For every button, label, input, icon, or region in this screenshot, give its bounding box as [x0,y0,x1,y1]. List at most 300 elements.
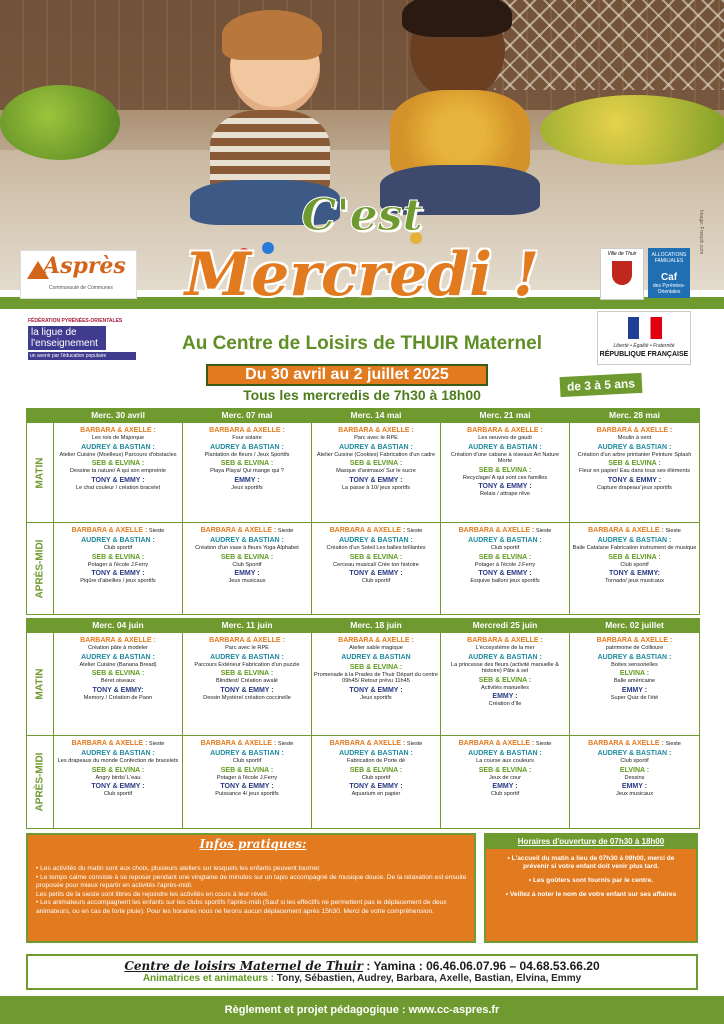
animator-names [314,750,438,758]
horaires-title: Horaires d'ouverture de 07h30 à 18h00 [486,835,696,849]
animator-names-text: AUDREY & BASTIAN : [81,443,155,451]
animator-names [56,750,180,758]
animator-names-text: BARBARA & AXELLE : [71,527,148,534]
activity-text: Parcours Extérieur Fabrication d'un puzzle [194,661,300,668]
day-header: Merc. 18 juin [312,619,441,633]
animator-names-text: SEB & ELVINA : [478,466,532,474]
activity-text: Club sportif [361,774,391,781]
animator-names-text: AUDREY & BASTIAN : [597,537,672,544]
activity-text: Masque d'animaux/ Sur le sucre [336,468,416,475]
activity-text: Potager à l'école J.Ferry [474,561,536,568]
activity-text: Création d'île [488,701,522,708]
animator-names [572,477,697,485]
ligue-slogan: un avenir par l'éducation populaire [28,352,136,360]
activity-text: Parc avec le RPE [225,645,269,651]
day-header: Merc. 14 mai [312,409,441,423]
activity-text: Sieste [406,528,423,534]
day-header: Merc. 30 avril [54,409,183,423]
activity-text: Sieste [277,741,294,747]
animator-names [56,740,180,748]
animator-names [314,767,438,775]
activity-text: Balle américaine [613,678,656,685]
day-header: Merc. 11 juin [183,619,312,633]
animator-names [185,767,309,775]
day-header: Merc. 02 juillet [570,619,700,633]
animator-names [572,570,697,578]
schedule-cell [183,523,312,615]
day-header: Merc. 21 mai [441,409,570,423]
activity-text: Club sportif [490,791,520,798]
animator-names-text: BARBARA & AXELLE : [338,427,414,434]
animator-names-text: AUDREY & BASTIAN : [468,653,542,661]
animator-names [185,570,309,578]
animator-names [185,427,309,435]
activity-text: Club sportif [232,758,262,764]
activity-text: Plantation de fleurs / Jeux Sportifs [204,451,290,458]
activity-text: Les drapeaux du monde Confection de bracelets [57,758,179,764]
animator-names [314,554,438,562]
animator-names-text: BARBARA & AXELLE : [596,427,673,434]
animator-names [56,687,180,695]
schedule-cell [54,423,183,523]
animator-names-text: BARBARA & AXELLE : [209,637,285,644]
schedule-cell [312,523,441,615]
animator-names-text: BARBARA & AXELLE : [200,527,277,534]
animator-names [185,750,309,758]
animator-names-text: SEB & ELVINA : [478,553,532,561]
animator-names [56,654,180,662]
activity-text: Potager à l'école J.Ferry [216,774,278,781]
activity-text: Cerceau musical/ Crée ton histoire [333,561,419,568]
animator-names [56,537,180,545]
activity-text: Sieste [535,528,552,534]
activity-text: Sieste [665,528,681,534]
schedule-cell [570,633,700,736]
animator-names-text: EMMY : [492,783,518,791]
caf-label: ALLOCATIONS FAMILIALES [651,252,687,264]
animator-names-text: AUDREY & BASTIAN : [339,750,413,757]
activity-text: Four solaire [232,435,262,441]
animator-names [314,444,438,452]
animator-names-text: TONY & EMMY : [91,570,145,578]
animator-names-text: SEB & ELVINA : [349,663,403,671]
animator-names [572,444,697,452]
animator-names-text: BARBARA & AXELLE : [71,740,148,747]
animator-names-text: EMMY : [234,570,260,578]
rf-motto: Liberté • Égalité • Fraternité [613,343,675,349]
activity-text: Super Quiz de l'été [610,694,659,701]
activity-text: Capture drapeau/ jeux sportifs [597,484,672,491]
animator-names [185,687,309,695]
aspres-logo [20,250,137,299]
activity-text: Activités manuelles [481,684,529,691]
activity-text: Création d'un Soleil Les balles brillantes [326,545,426,551]
activity-text: Béret oiseaux [100,678,136,685]
activity-text: Parc avec le RPE [354,435,398,441]
activity-text: Sieste [535,741,552,747]
animator-names [185,637,309,645]
animator-names-text: AUDREY & BASTIAN : [210,537,284,544]
period-label: MATIN [34,668,46,700]
caf-name: Caf [660,272,678,283]
animator-names [443,677,567,685]
animator-names [314,637,438,645]
animator-names [56,767,180,775]
animator-names-text: TONY & EMMY: [609,570,660,578]
animator-names-text: AUDREY & BASTIAN : [210,653,284,661]
activity-text: Création d'une cabane à oiseaux Art Nature Morte [450,451,560,465]
animator-names-text: TONY & EMMY : [607,476,662,484]
animator-names [56,783,180,791]
animator-names-text: EMMY : [621,783,648,791]
activity-text: Jeux musicaux [228,578,266,585]
animator-names-text: SEB & ELVINA : [349,766,403,774]
animator-names [314,570,438,578]
activity-text: La course aux couleurs [476,758,534,764]
activity-text: Club sportif [361,578,391,585]
animator-names [314,460,438,468]
animator-names [314,427,438,435]
day-header: Merc. 04 juin [54,619,183,633]
animator-names-text: TONY & EMMY : [91,476,145,484]
caf-logo [648,248,690,298]
animator-names-text: TONY & EMMY: [92,686,144,694]
animator-names [314,740,438,748]
animator-names-text: AUDREY & BASTIAN : [81,750,155,757]
schedule-cell [54,633,183,736]
animator-names [443,637,567,645]
activity-text: Sieste [665,741,681,747]
schedule-cell [183,633,312,736]
bush-flowers [540,95,724,165]
animator-names [314,477,438,485]
activity-text: Création d'un vase à fleurs Yoga Alphabet [195,545,299,551]
animator-names-text: SEB & ELVINA : [608,460,661,468]
animator-names [572,740,697,748]
animator-names [56,477,180,485]
activity-text: Promenade à la Prades de Thuir Départ du centre 09h45/ Retour prévu 11h45 [314,671,438,685]
period-label: MATIN [34,457,46,488]
animator-names-text: EMMY : [621,686,648,694]
animator-names [314,783,438,791]
activity-text: Memory / Création de Paon [83,694,153,701]
animator-names [443,693,567,701]
info-item: Les petits de la sieste sont libres de rejoindre les activités en cours à leur réveil. [36,890,269,898]
photo-credit: Image: Freepik.com [698,210,704,255]
animator-names-text: SEB & ELVINA : [220,460,274,468]
bush [0,85,120,160]
animator-names [572,687,697,695]
animator-names [443,427,567,435]
animator-names-text: AUDREY & BASTIAN : [339,537,413,544]
animator-names [56,427,180,435]
animator-names [572,427,697,435]
animator-names [572,537,697,545]
horaires-box [484,833,698,943]
animator-names-text: SEB & ELVINA : [608,553,661,561]
animator-names-text: AUDREY & BASTIAN : [468,443,542,451]
animator-names-text: EMMY : [234,476,260,484]
infos-title: Infos pratiques: [199,837,307,851]
animator-names [443,783,567,791]
day-header: Merc. 28 mai [570,409,700,423]
activity-text: Le chat couleur / création bracelet [75,484,161,491]
schedule-table-2 [26,618,700,829]
animator-names-text: ELVINA : [619,766,650,774]
animator-names-text: BARBARA & AXELLE : [596,637,673,644]
activity-text: L'écosystème de la mer [475,645,535,651]
animator-names-text: AUDREY & BASTIAN : [468,537,542,544]
schedule-cell [570,423,700,523]
animator-names-text: BARBARA & AXELLE : [329,740,406,747]
animator-names-text: EMMY : [492,693,518,701]
animator-names [443,570,567,578]
title-line2: Mercredi ! [184,240,540,310]
apres-midi-label [27,523,54,615]
animator-names-text: SEB & ELVINA : [91,460,145,468]
aspres-name: Asprès [43,253,126,279]
animator-names-text: BARBARA & AXELLE : [467,427,543,434]
animator-names-text: ELVINA : [619,670,650,678]
activity-text: Boites sensorielles [611,661,658,668]
animator-names-text: BARBARA & AXELLE : [329,527,406,534]
activity-text: Relais / attrape rêve [479,491,531,498]
infos-pratiques-box [26,833,476,943]
info-item: • Les animateurs accompagnent les enfants sur les clubs sportifs l'après-midi (Sauf si les effectifs ne permettent pas le déplacement de deux animateurs, ou en cas de forte pluie). Pour les horaires nous ne ferons aucun déplacement après 15h30. Merci de votre compréhension. [36,899,447,915]
animator-names-text: SEB & ELVINA : [478,766,532,774]
activity-text: Atelier Cuisine (Cookies) Fabrication d'un cadre [316,451,436,458]
animator-names [443,483,567,491]
table-corner [27,409,54,423]
animator-names [185,670,309,678]
activity-text: Sieste [148,741,165,747]
activity-text: Dessine ta nature/ A qui son empreinte [69,468,167,475]
animator-names [443,654,567,662]
animator-names [185,740,309,748]
activity-text: Club sportif [620,561,649,568]
animator-names-text: BARBARA & AXELLE : [588,740,664,747]
animator-names-text: AUDREY & BASTIAN : [210,750,284,757]
schedule-cell [54,523,183,615]
animator-names-text: AUDREY & BASTIAN : [81,537,155,544]
staff-label: Animatrices et animateurs : [142,973,274,984]
activity-text: Fabrication de Porte dé [346,758,406,764]
schedule-cell [570,523,700,615]
animator-names [314,537,438,545]
animator-names-text: TONY & EMMY : [478,483,532,491]
activity-text: Atelier Cuisine (Banana Bread) [79,661,157,668]
schedule-cell [312,736,441,829]
animator-names [56,554,180,562]
animator-names [314,527,438,535]
activity-text: Angry birds/ L'eau [95,774,141,781]
ligue-name: la ligue de l'enseignement [28,326,106,350]
activity-text: Les rois de Majorque [91,435,145,441]
horaires-item: • Les goûters sont fournis par le centre. [528,877,654,884]
animator-names [443,444,567,452]
age-badge: de 3 à 5 ans [560,373,643,397]
animator-names [185,783,309,791]
contact-box [26,954,698,990]
animator-names [572,670,697,678]
activity-text: Atelier sable magique [349,645,403,651]
animator-names [185,477,309,485]
animator-names [185,654,309,662]
table-corner [27,619,54,633]
animator-names-text: SEB & ELVINA : [220,766,274,774]
animator-names [572,654,697,662]
animator-names-text: AUDREY & BASTIAN : [339,443,413,451]
activity-text: Dessins [624,774,645,781]
schedule-cell [570,736,700,829]
contact-phones: : Yamina : 06.46.06.07.96 – 04.68.53.66.20 [366,959,600,973]
animator-names [56,444,180,452]
info-item: • Le temps calme consiste à se reposer pendant une vingtaine de minutes sur un tapis accompagné de musique douce. De la relaxation est ensuite proposée pour mieux repartir en activités l'après-midi. [36,873,467,889]
coat-of-arms-icon [612,261,632,285]
activity-text: Jeux musicaux [616,791,653,798]
animator-names-text: TONY & EMMY : [349,476,403,484]
activity-text: Sieste [406,741,423,747]
title-line1: C'est [301,190,423,241]
lattice [494,0,724,90]
animator-names-text: AUDREY & BASTIAN : [597,750,672,757]
activity-text: Les oeuvres de gaudi [478,435,532,441]
horaires-item: • Veillez à noter le nom de votre enfant sur ses affaires [505,891,677,898]
animator-names-text: BARBARA & AXELLE : [458,740,535,747]
activity-text: Club sportif [103,791,133,798]
subtitle: Au Centre de Loisirs de THUIR Maternel [181,333,542,354]
animator-names-text: SEB & ELVINA : [220,553,274,561]
animator-names [572,460,697,468]
animator-names-text: BARBARA & AXELLE : [458,527,535,534]
activity-text: Atelier Cuisine (Moelleux) Parcours d'obstacles [59,451,177,458]
animator-names-text: SEB & ELVINA : [349,553,403,561]
animator-names [185,537,309,545]
animator-names-text: SEB & ELVINA : [91,670,145,678]
animator-names [443,767,567,775]
day-header: Mercredi 25 juin [441,619,570,633]
animator-names [572,767,697,775]
horaires-item: • L'accueil du matin a lieu de 07h30 à 09h00, merci de prévenir si votre enfant doit venir plus tard. [507,855,675,870]
aspres-caption: Communauté de Communes [49,285,113,291]
schedule-cell [441,633,570,736]
rf-name: RÉPUBLIQUE FRANÇAISE [599,351,689,358]
activity-text: Playa Playa/ Qui mange qui ? [210,468,284,475]
animator-names [443,750,567,758]
animator-names-text: AUDREY & BASTIAN : [597,653,672,661]
activity-text: Tornado/ jeux musicaux [605,578,664,585]
animator-names [443,554,567,562]
activity-text: Création pâte à modeler [87,645,148,651]
animator-names-text: TONY & EMMY : [91,783,145,791]
ville-thuir-logo [600,248,644,300]
period-label: APRÈS-MIDI [34,539,46,598]
activity-text: Jeux de cour [488,774,522,781]
animator-names [443,527,567,535]
animator-names [572,527,697,535]
activity-text: Blindtest/ Création awalé [216,678,278,685]
caf-sub: des Pyrénées-Orientales [652,283,686,295]
activity-text: Potager à l'école J.Ferry [87,561,149,568]
schedule-cell [312,633,441,736]
animator-names [56,527,180,535]
animator-names-text: TONY & EMMY : [349,570,403,578]
animator-names [185,554,309,562]
activity-text: patrimoine de Collioure [605,645,664,651]
animator-names [185,444,309,452]
animator-names-text: SEB & ELVINA : [349,460,403,468]
animator-names [185,460,309,468]
activity-text: Jeux sportifs [360,694,392,701]
animator-names [314,687,438,695]
activity-text: Création d'un arbre printanier Peinture Splash [577,451,692,458]
animator-names-text: AUDREY & BASTIAN : [210,443,284,451]
matin-label [27,423,54,523]
animator-names [56,460,180,468]
animator-names-text: AUDREY & BASTIAN : [468,750,542,757]
schedule-cell [441,423,570,523]
animator-names [56,637,180,645]
infos-list [36,865,470,916]
animator-names-text: AUDREY & BASTIAN : [597,443,672,451]
apres-midi-label [27,736,54,829]
activity-text: Club sportif [103,545,133,551]
animator-names [56,670,180,678]
animator-names-text: TONY & EMMY : [349,783,403,791]
footer-link[interactable]: Règlement et projet pédagogique : www.cc-aspres.fr [0,996,724,1024]
animator-names [443,467,567,475]
thuir-label: Ville de Thuir [607,251,637,257]
activity-text: Aquarium en papier [351,791,401,798]
schedule-cell [54,736,183,829]
date-banner: Du 30 avril au 2 juillet 2025 [206,364,488,386]
animator-names-text: BARBARA & AXELLE : [467,637,543,644]
animator-names-text: TONY & EMMY : [220,783,274,791]
animator-names-text: AUDREY & BASTIAN [341,653,411,661]
animator-names [443,537,567,545]
animator-names [572,783,697,791]
schedule-table-1 [26,408,700,615]
hours-line: Tous les mercredis de 7h30 à 18h00 [243,387,481,403]
activity-text: Sieste [148,528,165,534]
animator-names [185,527,309,535]
activity-text: Dessin Mystère/ création coccinelle [203,694,291,701]
ligue-federation: FÉDÉRATION PYRÉNÉES-ORIENTALES [28,318,123,324]
animator-names-text: TONY & EMMY : [220,686,274,694]
activity-text: Moulin à vent [617,435,652,441]
animator-names-text: TONY & EMMY : [478,570,532,578]
matin-label [27,633,54,736]
activity-text: Puissance 4/ jeux sportifs [215,791,279,798]
animator-names [314,654,438,662]
activity-text: La princesse des fleurs (activité manuelle & histoire) Pâte à sel [451,661,559,675]
animator-names-text: SEB & ELVINA : [91,553,145,561]
activity-text: Fleur en papier/ Eau dans tous ses éléments [578,468,690,475]
animator-names [572,750,697,758]
staff-names: Tony, Sébastien, Audrey, Barbara, Axelle, Bastian, Elvina, Emmy [276,973,582,984]
animator-names [56,570,180,578]
schedule-cell [183,736,312,829]
activity-text: Esquive ballon/ jeux sportifs [470,578,540,585]
animator-names [572,637,697,645]
activity-text: Jeux sportifs [231,484,263,491]
animator-names-text: SEB & ELVINA : [91,766,145,774]
schedule-cell [441,736,570,829]
activity-text: Piqûre d'abeilles / jeux sportifs [80,578,156,585]
animator-names [443,740,567,748]
animator-names-text: SEB & ELVINA : [220,670,274,678]
staff-line [28,973,696,984]
